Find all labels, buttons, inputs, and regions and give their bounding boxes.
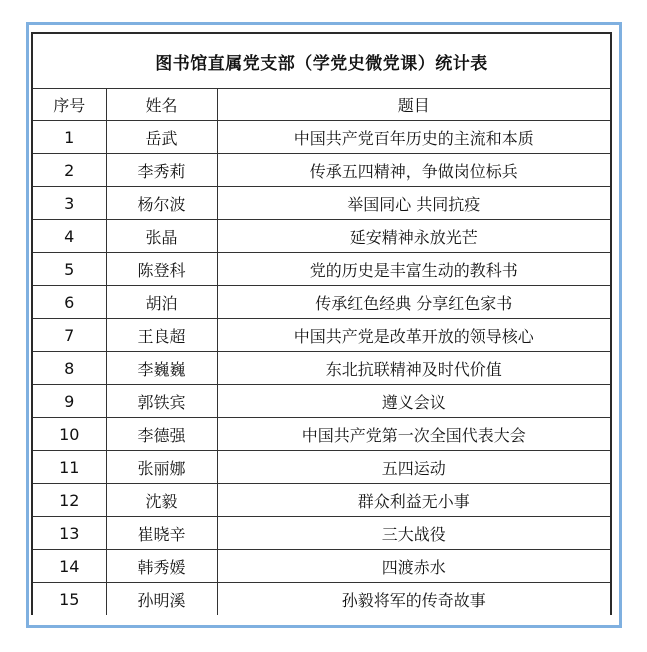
table-row [33, 550, 610, 583]
table-row [33, 121, 610, 154]
table-row [33, 484, 610, 517]
cell-name: 陈登科 [106, 253, 217, 286]
cell-name: 李德强 [106, 418, 217, 451]
cell-no: 5 [33, 253, 106, 286]
header-row [33, 89, 610, 121]
cell-name: 李秀莉 [106, 154, 217, 187]
cell-no: 11 [33, 451, 106, 484]
cell-name: 韩秀媛 [106, 550, 217, 583]
table-row [33, 319, 610, 352]
cell-name: 张丽娜 [106, 451, 217, 484]
cell-name: 岳武 [106, 121, 217, 154]
cell-no: 9 [33, 385, 106, 418]
column-header-no: 序号 [33, 89, 106, 121]
cell-no: 14 [33, 550, 106, 583]
cell-topic: 中国共产党第一次全国代表大会 [217, 418, 610, 451]
table-row [33, 451, 610, 484]
cell-topic: 延安精神永放光芒 [217, 220, 610, 253]
cell-name: 沈毅 [106, 484, 217, 517]
cell-topic: 五四运动 [217, 451, 610, 484]
cell-topic: 遵义会议 [217, 385, 610, 418]
table-row [33, 154, 610, 187]
column-header-topic: 题目 [217, 89, 610, 121]
table-row [33, 583, 610, 616]
cell-no: 15 [33, 583, 106, 616]
cell-topic: 传承五四精神，争做岗位标兵 [217, 154, 610, 187]
cell-topic: 中国共产党百年历史的主流和本质 [217, 121, 610, 154]
cell-name: 孙明溪 [106, 583, 217, 616]
cell-topic: 群众利益无小事 [217, 484, 610, 517]
cell-no: 4 [33, 220, 106, 253]
cell-topic: 东北抗联精神及时代价值 [217, 352, 610, 385]
cell-topic: 举国同心 共同抗疫 [217, 187, 610, 220]
cell-topic: 三大战役 [217, 517, 610, 550]
cell-name: 杨尔波 [106, 187, 217, 220]
cell-name: 王良超 [106, 319, 217, 352]
table-title: 图书馆直属党支部（学党史微党课）统计表 [33, 34, 610, 89]
cell-name: 张晶 [106, 220, 217, 253]
table-body [33, 121, 610, 616]
cell-topic: 传承红色经典 分享红色家书 [217, 286, 610, 319]
cell-no: 3 [33, 187, 106, 220]
cell-no: 10 [33, 418, 106, 451]
cell-topic: 党的历史是丰富生动的教科书 [217, 253, 610, 286]
cell-no: 8 [33, 352, 106, 385]
table-row [33, 253, 610, 286]
cell-no: 1 [33, 121, 106, 154]
cell-no: 13 [33, 517, 106, 550]
cell-name: 郭铁宾 [106, 385, 217, 418]
cell-topic: 中国共产党是改革开放的领导核心 [217, 319, 610, 352]
statistics-table-sheet [31, 32, 612, 615]
cell-topic: 四渡赤水 [217, 550, 610, 583]
cell-name: 崔晓辛 [106, 517, 217, 550]
table-row [33, 352, 610, 385]
table-row [33, 187, 610, 220]
column-header-name: 姓名 [106, 89, 217, 121]
cell-name: 李巍巍 [106, 352, 217, 385]
statistics-table [33, 89, 610, 615]
table-row [33, 385, 610, 418]
table-row [33, 220, 610, 253]
table-row [33, 286, 610, 319]
cell-topic: 孙毅将军的传奇故事 [217, 583, 610, 616]
cell-name: 胡泊 [106, 286, 217, 319]
table-row [33, 418, 610, 451]
cell-no: 12 [33, 484, 106, 517]
table-row [33, 517, 610, 550]
cell-no: 7 [33, 319, 106, 352]
cell-no: 6 [33, 286, 106, 319]
cell-no: 2 [33, 154, 106, 187]
